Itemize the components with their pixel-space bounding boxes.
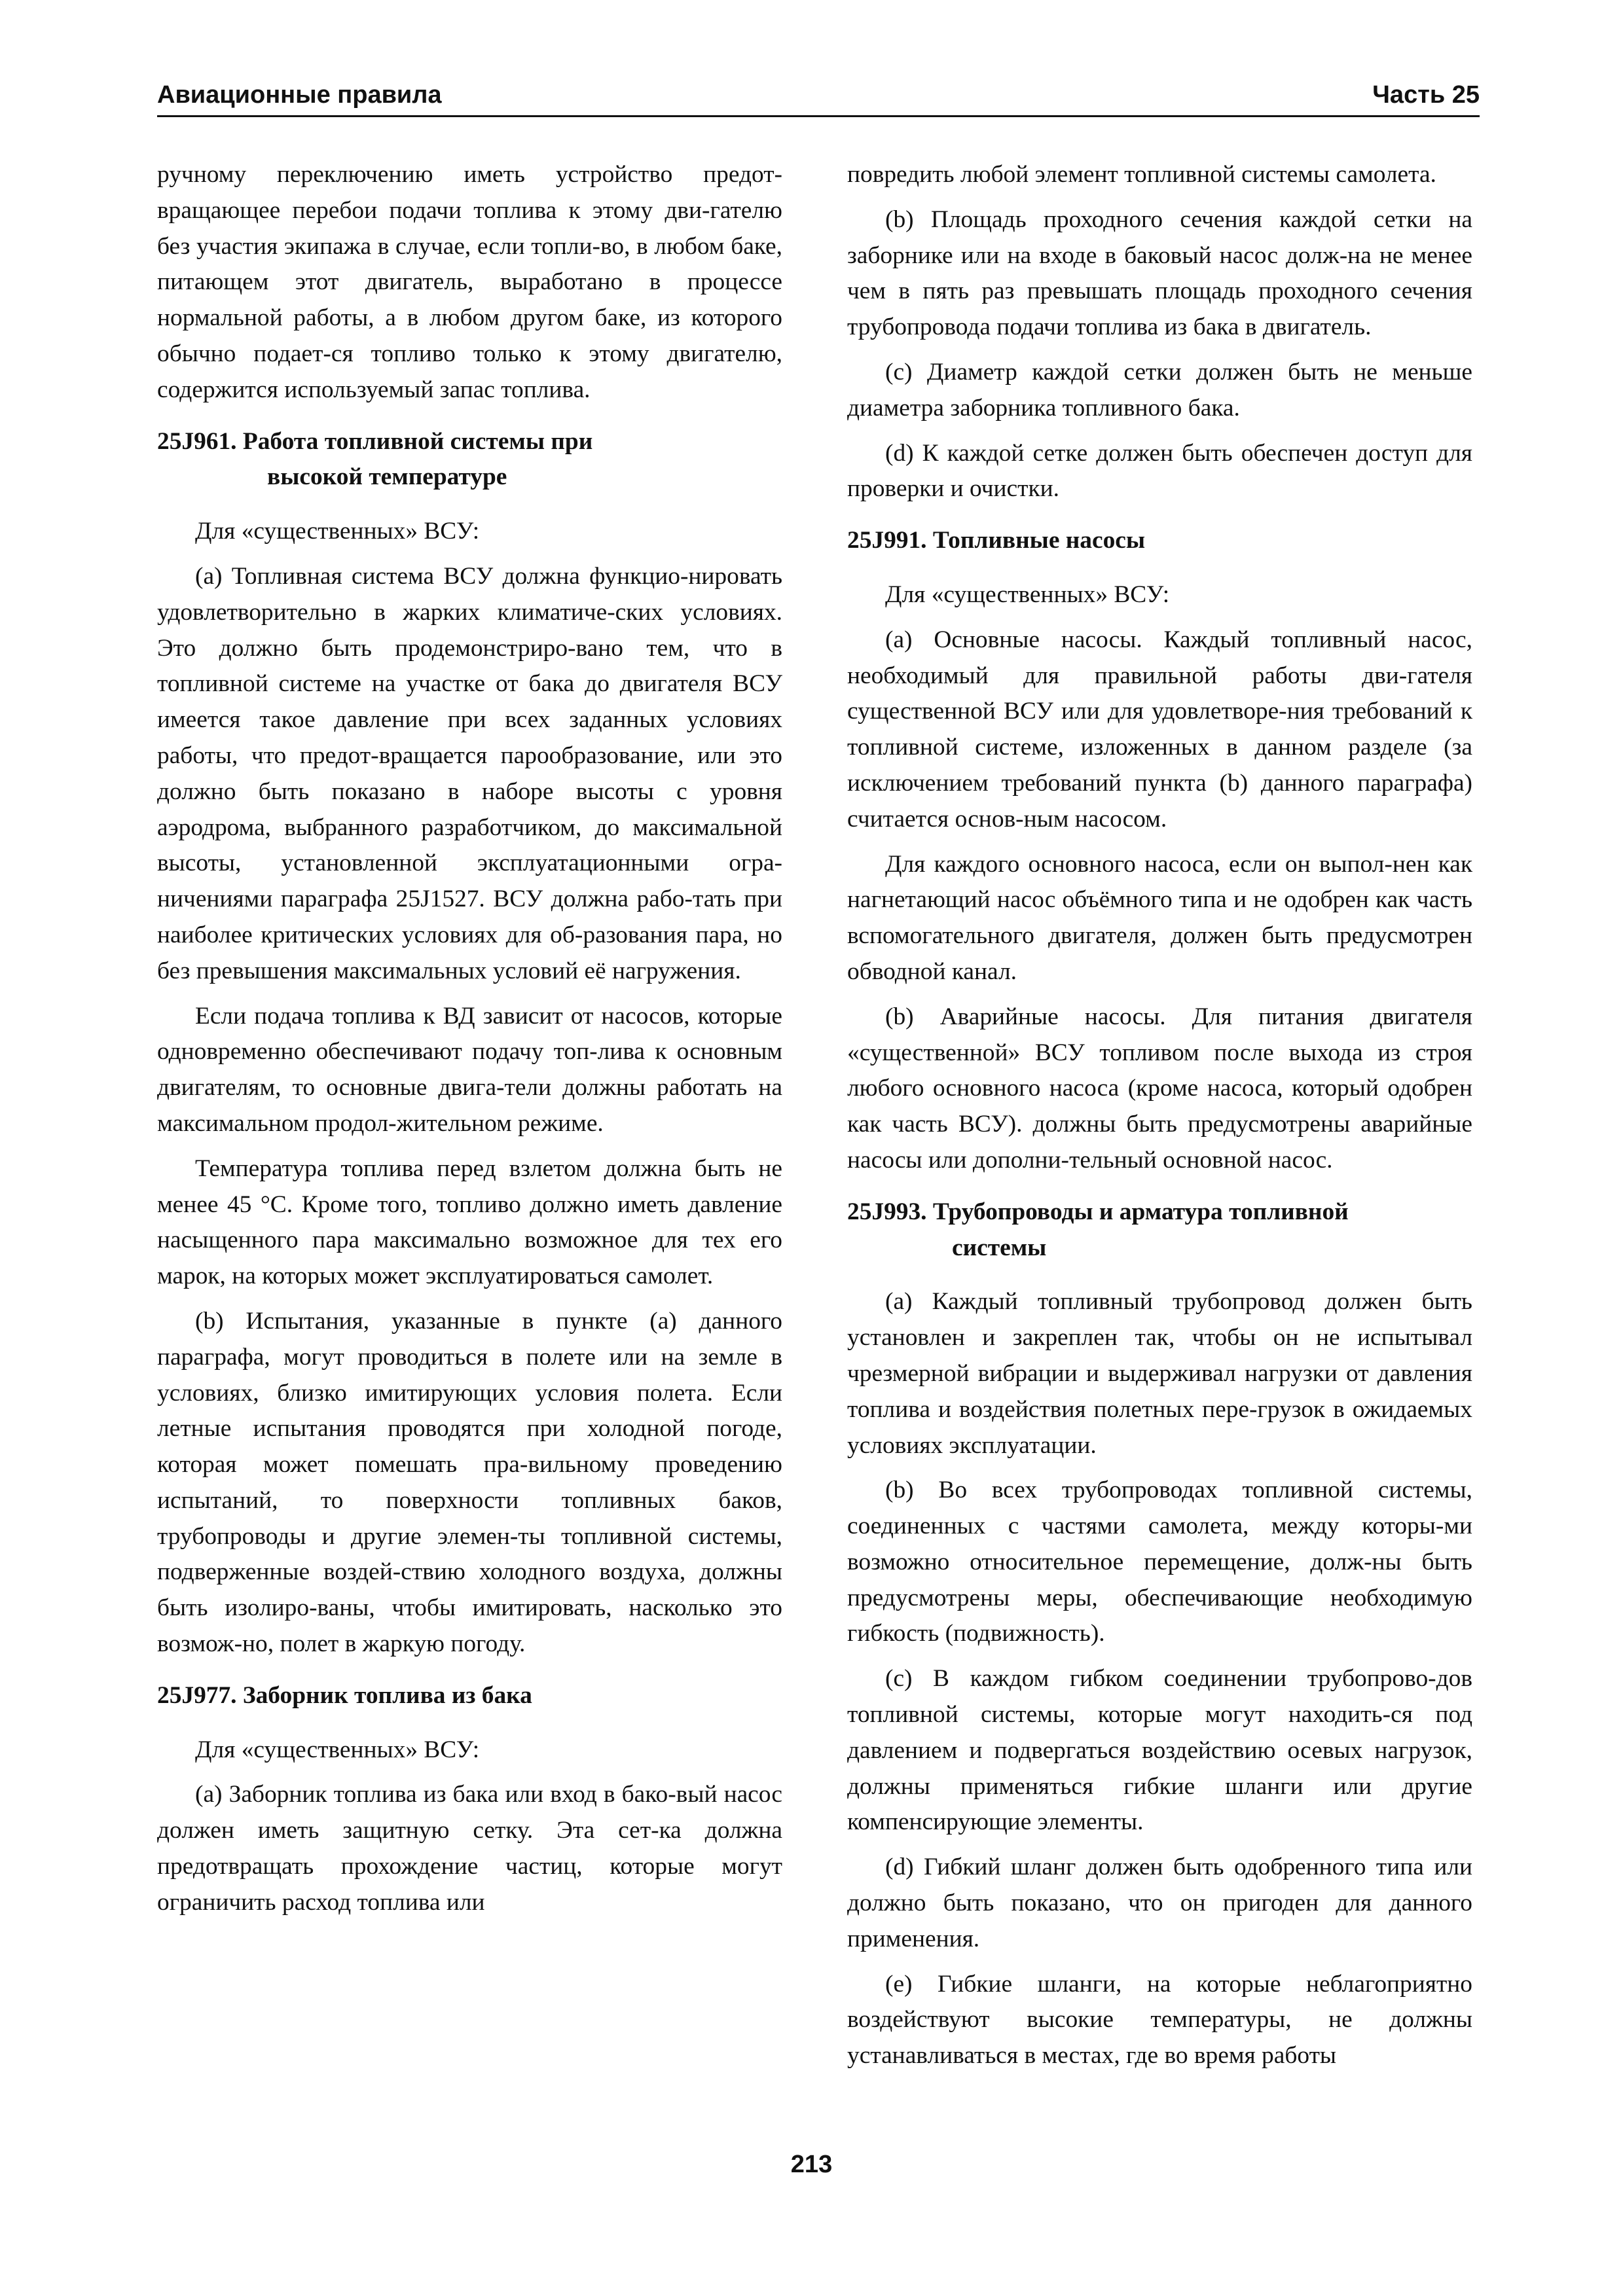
- paragraph: (e) Гибкие шланги, на которые неблагоприятно воздействуют высокие температуры, не должны устанавливаться в местах, где во время работы: [847, 1970, 1472, 2070]
- page-number: 213: [790, 2151, 833, 2178]
- paragraph: Температура топлива перед взлетом должна быть не менее 45 °С. Кроме того, топливо должно иметь давление насыщенного пара максимально возможное для тех его марок, на которых может эксплуатироваться самолет.: [157, 1155, 782, 1290]
- section-title-line1: Трубопроводы и арматура топливной: [932, 1198, 1349, 1225]
- paragraph: (a) Основные насосы. Каждый топливный насос, необходимый для правильной работы дви-гателя существенной ВСУ или для удовлетворе-ния требований к топливной системе, изложенных в данном разделе (за исключением требований пункта (b) данного параграфа) считается основ-ным насосом.: [847, 626, 1472, 833]
- section-code: 25J993.: [847, 1198, 927, 1225]
- section-title-line2: высокой температуре: [267, 463, 507, 491]
- paragraph: Для «существенных» ВСУ:: [885, 581, 1170, 608]
- paragraph: (b) Площадь проходного сечения каждой сетки на заборнике или на входе в баковый насос долж-на не менее чем в пять раз превышать площадь проходного сечения трубопровода подачи топлива из бака в двигатель.: [847, 206, 1472, 341]
- section-title-line1: Работа топливной системы при: [242, 427, 593, 455]
- section-heading-25j961: [157, 424, 782, 496]
- paragraph: (а) Каждый топливный трубопровод должен быть установлен и закреплен так, чтобы он не испытывал чрезмерной вибрации и выдерживал нагрузки от давления топлива и воздействия полетных пере-грузок в ожидаемых условиях эксплуатации.: [847, 1288, 1472, 1459]
- section-heading-25j977: 25J977. Заборник топлива из бака: [157, 1681, 532, 1709]
- header-divider: [157, 115, 1480, 117]
- section-code: 25J961.: [157, 427, 237, 455]
- paragraph: (d) К каждой сетке должен быть обеспечен доступ для проверки и очистки.: [847, 439, 1472, 503]
- header-title: Авиационные правила: [157, 81, 442, 109]
- paragraph: Для «существенных» ВСУ:: [195, 1736, 480, 1763]
- paragraph: (c) В каждом гибком соединении трубопрово-дов топливной системы, которые могут находить-ся под давлением и подвергаться воздействию осевых нагрузок, должны применяться гибкие шланги или другие компенсирующие элементы.: [847, 1665, 1472, 1836]
- paragraph: ручному переключению иметь устройство предот-вращающее перебои подачи топлива к этому дви-гателю без участия экипажа в случае, если топли-во, в любом баке, питающем этот двигатель, выработано в процессе нормальной работы, а в любом другом баке, из которого обычно подает-ся топливо только к этому двигателю, содержится используемый запас топлива.: [157, 161, 782, 403]
- paragraph: (а) Заборник топлива из бака или вход в бако-вый насос должен иметь защитную сетку. Эта сет-ка должна предотвращать прохождение частиц, которые могут ограничить расход топлива или: [157, 1781, 782, 1916]
- paragraph: (b) Испытания, указанные в пункте (а) данного параграфа, могут проводиться в полете или на земле в условиях, близко имитирующих условия полета. Если летные испытания проводятся при холодной погоде, которая может помешать пра-вильному проведению испытаний, то поверхности топливных баков, трубопроводы и другие элемен-ты топливной системы, подверженные воздей-ствию холодного воздуха, должны быть изолиро-ваны, чтобы имитировать, насколько это возмож-но, полет в жаркую погоду.: [157, 1307, 782, 1658]
- header-part: Часть 25: [1372, 81, 1480, 109]
- section-title-line2: системы: [952, 1234, 1047, 1261]
- paragraph: Для каждого основного насоса, если он выпол-нен как нагнетающий насос объёмного типа и не одобрен как часть вспомогательного двигателя, должен быть предусмотрен обводной канал.: [847, 850, 1472, 985]
- right-column: [847, 157, 1472, 2083]
- paragraph: (c) Диаметр каждой сетки должен быть не меньше диаметра заборника топливного бака.: [847, 358, 1472, 422]
- left-column: [157, 157, 782, 1930]
- paragraph: (d) Гибкий шланг должен быть одобренного типа или должно быть показано, что он пригоден для данного применения.: [847, 1854, 1472, 1952]
- paragraph: Если подача топлива к ВД зависит от насосов, которые одновременно обеспечивают подачу топ-лива к основным двигателям, то основные двига-тели должны работать на максимальном продол-жительном режиме.: [157, 1002, 782, 1137]
- paragraph: Для «существенных» ВСУ:: [195, 518, 480, 545]
- paragraph: (b) Во всех трубопроводах топливной системы, соединенных с частями самолета, между которы-ми возможно относительное перемещение, долж-ны быть предусмотрены меры, обеспечивающие необходимую гибкость (подвижность).: [847, 1477, 1472, 1647]
- paragraph: (b) Аварийные насосы. Для питания двигателя «существенной» ВСУ топливом после выхода из строя любого основного насоса (кроме насоса, который одобрен как часть ВСУ). должны быть предусмотрены аварийные насосы или дополни-тельный основной насос.: [847, 1003, 1472, 1174]
- section-heading-25j993: [847, 1194, 1472, 1266]
- section-heading-25j991: 25J991. Топливные насосы: [847, 527, 1146, 554]
- running-header: [157, 77, 1480, 117]
- paragraph: (a) Топливная система ВСУ должна функцио-нировать удовлетворительно в жарких климатиче-ских условиях. Это должно быть продемонстриро-вано тем, что в топливной системе на участке от бака до двигателя ВСУ имеется такое давление при всех заданных условиях работы, что предот-вращается парообразование, или это должно быть показано в наборе высоты с уровня аэродрома, выбранного разработчиком, до максимальной высоты, установленной эксплуатационными огра-ничениями параграфа 25J1527. ВСУ должна рабо-тать при наиболее критических условиях для об-разования пара, но без превышения максимальных условий её нагружения.: [157, 562, 782, 984]
- paragraph: повредить любой элемент топливной системы самолета.: [847, 161, 1436, 188]
